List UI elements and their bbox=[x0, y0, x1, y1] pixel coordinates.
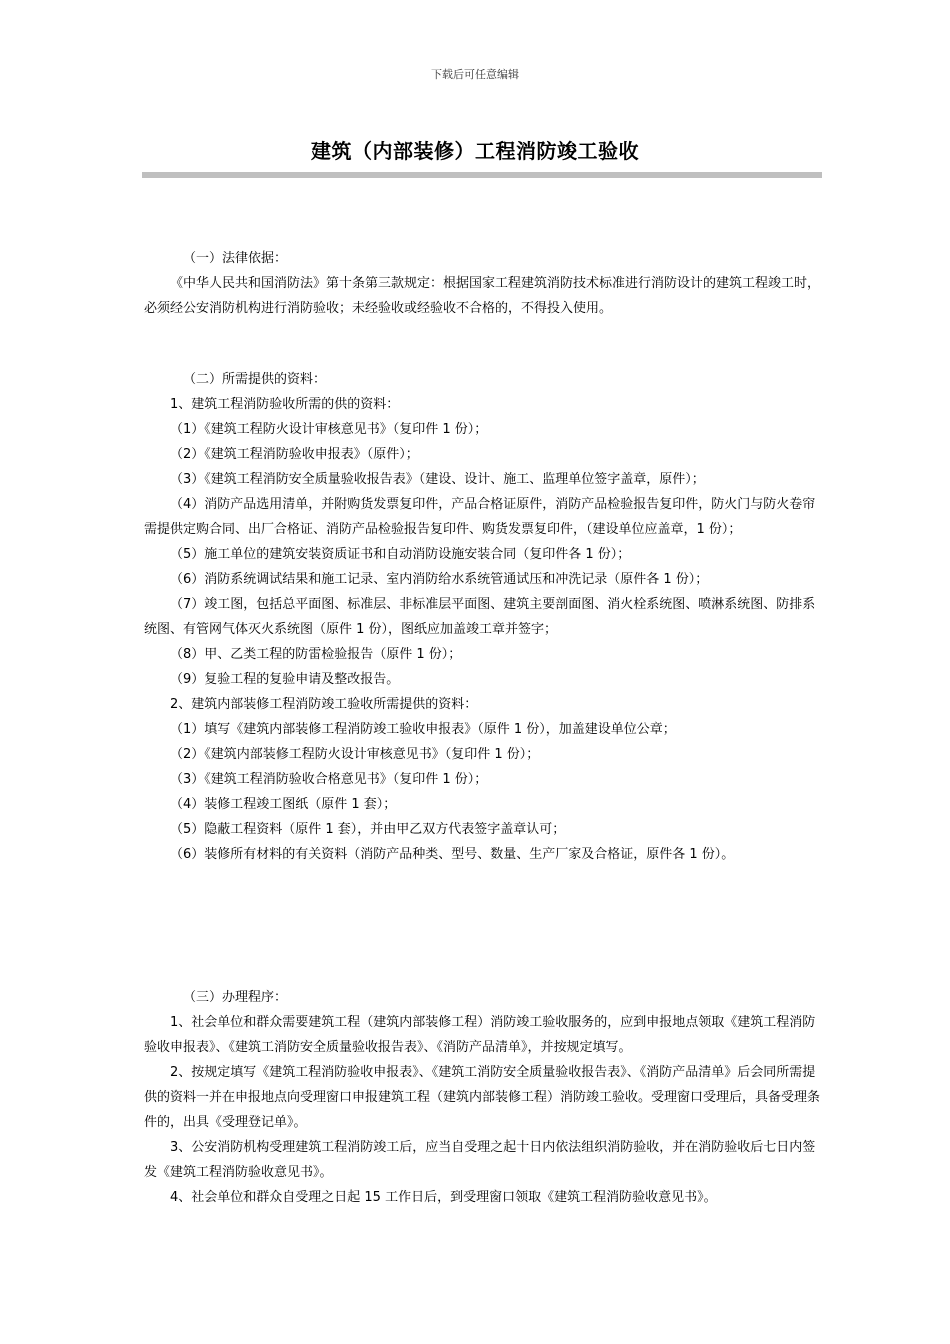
section-procedure bbox=[144, 985, 820, 1210]
paragraph: 《中华人民共和国消防法》第十条第三款规定：根据国家工程建筑消防技术标准进行消防设计的建筑工程竣工时，必须经公安消防机构进行消防验收；未经验收或经验收不合格的，不得投入使用。 bbox=[144, 276, 821, 316]
document-title: 建筑（内部装修）工程消防竣工验收 bbox=[311, 139, 639, 163]
list-item: （1）填写《建筑内部装修工程消防竣工验收申报表》（原件 1 份），加盖建设单位公章； bbox=[170, 722, 676, 737]
list-item: （9）复验工程的复验申请及整改报告。 bbox=[170, 672, 400, 687]
list-item: （4）消防产品选用清单，并附购货发票复印件，产品合格证原件，消防产品检验报告复印件，防火门与防火卷帘需提供定购合同、出厂合格证、消防产品检验报告复印件、购货发票复印件，（建设单位应盖章，1 份）； bbox=[144, 497, 816, 537]
list-item: （5）隐蔽工程资料（原件 1 套），并由甲乙双方代表签字盖章认可； bbox=[170, 822, 566, 837]
header-note: 下载后可任意编辑 bbox=[431, 68, 519, 81]
section-heading: （二）所需提供的资料： bbox=[183, 372, 327, 387]
section-legal-basis bbox=[144, 246, 820, 321]
list-item: 2、建筑内部装修工程消防竣工验收所需提供的资料： bbox=[170, 697, 478, 712]
section-heading: （一）法律依据： bbox=[183, 251, 288, 266]
title-divider bbox=[142, 172, 822, 178]
list-item: （6）消防系统调试结果和施工记录、室内消防给水系统管通试压和冲洗记录（原件各 1 份）； bbox=[170, 572, 709, 587]
list-item: （8）甲、乙类工程的防雷检验报告（原件 1 份）； bbox=[170, 647, 462, 662]
list-item: （2）《建筑工程消防验收申报表》（原件）； bbox=[170, 447, 419, 462]
list-item: （5）施工单位的建筑安装资质证书和自动消防设施安装合同（复印件各 1 份）； bbox=[170, 547, 631, 562]
list-item: （6）装修所有材料的有关资料（消防产品种类、型号、数量、生产厂家及合格证，原件各 1 份）。 bbox=[170, 847, 735, 862]
list-item: （4）装修工程竣工图纸（原件 1 套）； bbox=[170, 797, 397, 812]
list-item: 1、建筑工程消防验收所需的供的资料： bbox=[170, 397, 400, 412]
paragraph: 4、社会单位和群众自受理之日起 15 工作日后，到受理窗口领取《建筑工程消防验收意见书》。 bbox=[170, 1190, 717, 1205]
section-heading: （三）办理程序： bbox=[183, 990, 288, 1005]
list-item: （3）《建筑工程消防安全质量验收报告表》（建设、设计、施工、监理单位签字盖章，原件）； bbox=[170, 472, 705, 487]
list-item: （7）竣工图，包括总平面图、标准层、非标准层平面图、建筑主要剖面图、消火栓系统图、喷淋系统图、防排系统图、有管网气体灭火系统图（原件 1 份），图纸应加盖竣工章并签字； bbox=[144, 597, 816, 637]
paragraph: 1、社会单位和群众需要建筑工程（建筑内部装修工程）消防竣工验收服务的，应到申报地点领取《建筑工程消防验收申报表》、《建筑工消防安全质量验收报告表》、《消防产品清单》，并按规定填写。 bbox=[144, 1015, 816, 1055]
list-item: （3）《建筑工程消防验收合格意见书》（复印件 1 份）； bbox=[170, 772, 488, 787]
paragraph: 2、按规定填写《建筑工程消防验收申报表》、《建筑工消防安全质量验收报告表》、《消防产品清单》后会同所需提供的资料一并在申报地点向受理窗口申报建筑工程（建筑内部装修工程）消防竣工验收。受理窗口受理后，具备受理条件的，出具《受理登记单》。 bbox=[144, 1065, 821, 1130]
paragraph: 3、公安消防机构受理建筑工程消防竣工后，应当自受理之起十日内依法组织消防验收，并在消防验收后七日内签发《建筑工程消防验收意见书》。 bbox=[144, 1140, 816, 1180]
section-required-materials bbox=[144, 367, 820, 867]
list-item: （2）《建筑内部装修工程防火设计审核意见书》（复印件 1 份）； bbox=[170, 747, 540, 762]
list-item: （1）《建筑工程防火设计审核意见书》（复印件 1 份）； bbox=[170, 422, 488, 437]
